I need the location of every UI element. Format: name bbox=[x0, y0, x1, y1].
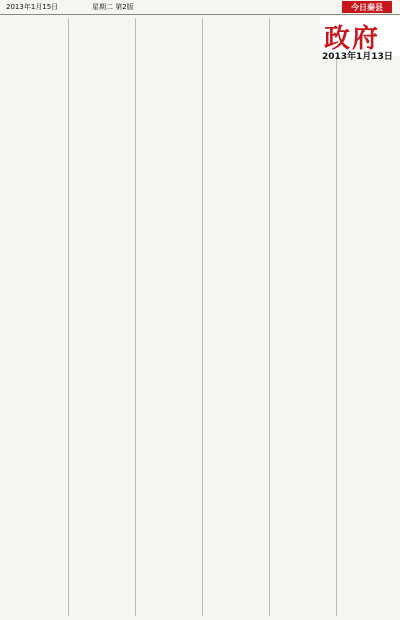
masthead-logo: 今日秦县 bbox=[342, 1, 392, 13]
banner-date: 2013年1月13日 bbox=[322, 52, 393, 62]
column-divider bbox=[202, 18, 203, 616]
article-columns bbox=[4, 18, 396, 616]
article-column bbox=[272, 18, 334, 616]
column-divider bbox=[68, 18, 69, 616]
column-divider bbox=[336, 18, 337, 616]
column-body bbox=[205, 18, 267, 616]
article-column bbox=[138, 18, 200, 616]
article-column bbox=[205, 18, 267, 616]
article-column bbox=[4, 18, 66, 616]
column-divider bbox=[135, 18, 136, 616]
column-body bbox=[71, 18, 133, 616]
column-body bbox=[4, 18, 66, 616]
column-body bbox=[272, 18, 334, 616]
banner-title: 政府 bbox=[324, 24, 381, 54]
page-header bbox=[0, 0, 400, 15]
column-body bbox=[138, 18, 200, 616]
header-date: 2013年1月15日 bbox=[6, 3, 59, 11]
column-divider bbox=[269, 18, 270, 616]
header-page-label: 星期二 第2版 bbox=[92, 3, 134, 11]
section-banner bbox=[320, 16, 400, 62]
column-body bbox=[339, 62, 396, 616]
article-column bbox=[339, 62, 396, 616]
article-column bbox=[71, 18, 133, 616]
